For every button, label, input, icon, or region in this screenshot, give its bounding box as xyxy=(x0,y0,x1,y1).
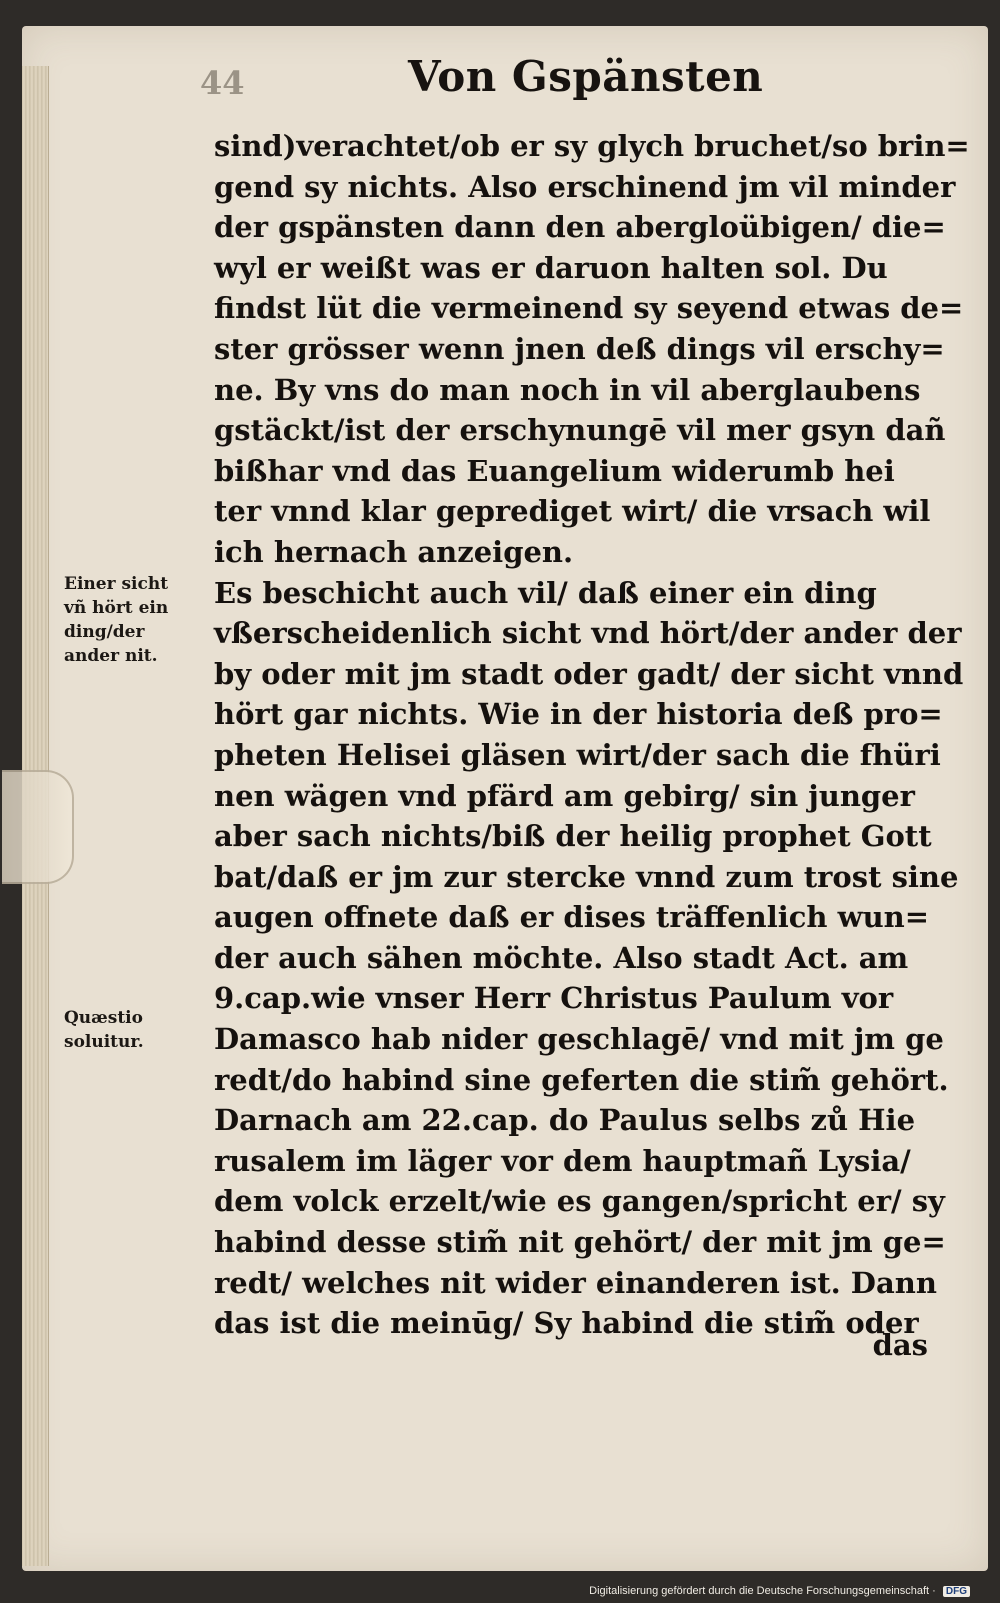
margin-note-line: Einer sicht xyxy=(64,574,169,594)
text-line: dem volck erzelt/wie es gangen/spricht er/ sy xyxy=(214,1184,945,1219)
text-line: hört gar nichts. Wie in der historia deß pro= xyxy=(214,697,943,732)
text-line: habind desse stim̃ nit gehört/ der mit jm ge= xyxy=(214,1225,946,1260)
text-line: Damasco hab nider geschlagē/ vnd mit jm ge xyxy=(214,1022,944,1057)
text-line: aber sach nichts/biß der heilig prophet Gott xyxy=(214,819,932,854)
text-line: bat/daß er jm zur stercke vnnd zum trost sine xyxy=(214,859,959,894)
text-line: by oder mit jm stadt oder gadt/ der sicht vnnd xyxy=(214,656,964,691)
margin-note-line: vñ hört ein xyxy=(64,598,169,618)
text-line: rusalem im läger vor dem hauptmañ Lysia/ xyxy=(214,1143,911,1178)
margin-note-line: ding/der xyxy=(64,622,145,642)
text-line: 9.cap.wie vnser Herr Christus Paulum vor xyxy=(214,981,894,1016)
text-line: ster grösser wenn jnen deß dings vil erschy= xyxy=(214,331,945,366)
text-line: redt/ welches nit wider einanderen ist. Dann xyxy=(214,1265,937,1300)
text-line: gstäckt/ist der erschynungē vil mer gsyn dañ xyxy=(214,413,946,448)
page-clip-tab xyxy=(2,770,74,884)
text-line: gend sy nichts. Also erschinend jm vil minder xyxy=(214,169,956,204)
text-line: der gspänsten dann den abergloübigen/ die= xyxy=(214,210,946,245)
page-number: 44 xyxy=(200,64,245,102)
catchword: das xyxy=(872,1328,928,1362)
text-line: augen offnete daß er dises träffenlich wun= xyxy=(214,900,930,935)
running-head-title: Von Gspänsten xyxy=(408,52,764,101)
text-line: ter vnnd klar geprediget wirt/ die vrsach wil xyxy=(214,494,931,529)
text-line: findst lüt die vermeinend sy seyend etwas de= xyxy=(214,291,964,326)
margin-note-line: Quæstio xyxy=(64,1008,143,1028)
digitization-credit xyxy=(589,1585,970,1597)
margin-note-2 xyxy=(64,1006,144,1054)
text-line: ne. By vns do man noch in vil aberglaubens xyxy=(214,372,921,407)
dfg-logo: DFG xyxy=(943,1586,970,1597)
margin-note-line: ander nit. xyxy=(64,646,158,666)
text-line: Darnach am 22.cap. do Paulus selbs zů Hie xyxy=(214,1103,916,1138)
text-line: redt/do habind sine geferten die stim̃ gehört. xyxy=(214,1062,949,1097)
margin-note-1 xyxy=(64,572,168,668)
main-text-block xyxy=(214,126,970,1344)
text-line: nen wägen vnd pfärd am gebirg/ sin junger xyxy=(214,778,915,813)
text-line: wyl er weißt was er daruon halten sol. Du xyxy=(214,250,888,285)
margin-note-line: soluitur. xyxy=(64,1032,144,1052)
text-line: vßerscheidenlich sicht vnd hört/der ander der xyxy=(214,616,962,651)
text-line: pheten Helisei gläsen wirt/der sach die fhüri xyxy=(214,737,941,772)
text-line: ich hernach anzeigen. xyxy=(214,534,574,569)
text-line: sind)verachtet/ob er sy glych bruchet/so brin= xyxy=(214,129,970,163)
text-line: das ist die meinūg/ Sy habind die stim̃ oder xyxy=(214,1306,919,1341)
credit-text: Digitalisierung gefördert durch die Deutsche Forschungsgemeinschaft · xyxy=(589,1585,936,1597)
text-line: Es beschicht auch vil/ daß einer ein ding xyxy=(214,575,877,610)
text-line: bißhar vnd das Euangelium widerumb hei xyxy=(214,453,895,488)
text-line: der auch sähen möchte. Also stadt Act. am xyxy=(214,940,909,975)
